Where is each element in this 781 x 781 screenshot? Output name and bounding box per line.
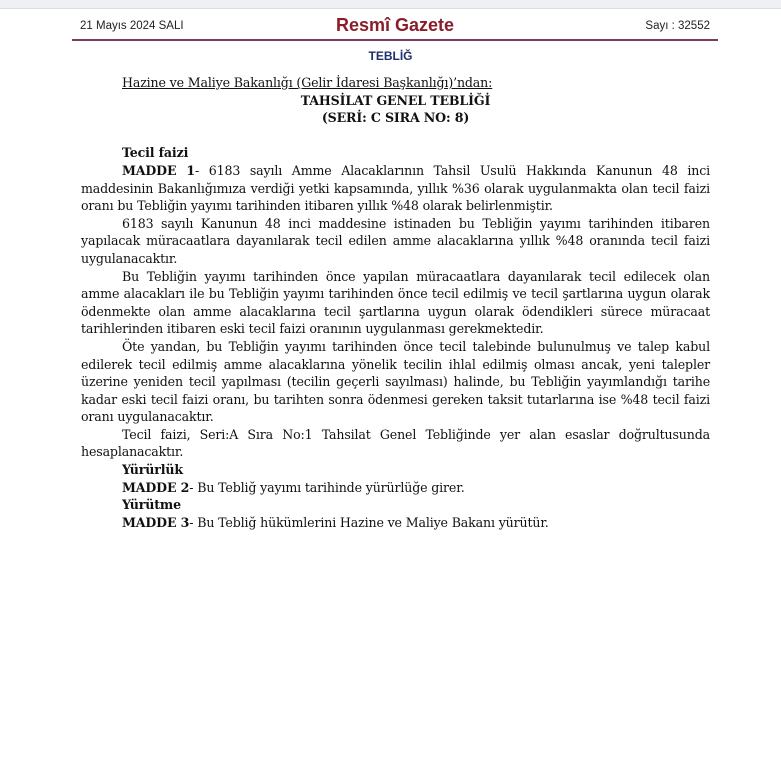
heading-tecil-faizi: Tecil faizi [122,145,189,161]
document-body [81,74,710,531]
spacer [81,127,710,145]
article-3-text: - Bu Tebliğ hükümlerini Hazine ve Maliye Bakanı yürütür. [189,514,549,530]
article-1-label: MADDE 1 [122,162,196,178]
issue-date: 21 Mayıs 2024 SALI [80,20,184,32]
heading-yurutme: Yürütme [122,497,181,513]
paragraph-4: Öte yandan, bu Tebliğin yayımı tarihinden önce tecil talebinde bulunulmuş ve talep kabul edilerek tecil edilmiş amme alacaklarına yönelik tecilin ihlal edilmiş olması ancak, yeni talepler üzerine yeniden tecil yapılması (tecilin geçerli sayılması) halinde, bu Tebliğin yayımlandığı tarihe kadar eski tecil faizi oranı, bu tarihten sonra ödenmesi gereken taksit tutarlarına ise %48 tecil faizi oranı uygulanacaktır. [81,338,710,425]
paragraph-3: Bu Tebliğin yayımı tarihinden önce yapılan müracaatlara dayanılarak tecil edilecek olan amme alacakları ile bu Tebliğin yayımı tarihinden önce tecil edilmiş ve tecil şartlarına uygun olarak ödenmekte olan amme alacaklarına tecil şartlarına uygun olarak ödendikleri sürece müracaat tarihlerinden itibaren eski tecil faizi oranının uygulanması gerekmektedir. [81,268,710,337]
document-series: (SERİ: C SIRA NO: 8) [321,110,470,126]
article-2-label: MADDE 2 [122,479,190,495]
section-label: TEBLİĞ [368,49,413,63]
top-toolbar-band [0,0,781,9]
document-title: TAHSİLAT GENEL TEBLİĞİ [300,92,491,108]
gazette-header [72,14,718,41]
issue-number: Sayı : 32552 [645,20,710,32]
article-1 [81,162,710,215]
article-2 [122,479,710,497]
article-3 [122,514,710,532]
article-2-text: - Bu Tebliğ yayımı tarihinde yürürlüğe girer. [189,479,465,495]
gazette-title: Resmî Gazete [335,15,455,35]
article-3-label: MADDE 3 [122,514,190,530]
heading-yururluk: Yürürlük [122,462,183,478]
paragraph-2: 6183 sayılı Kanunun 48 inci maddesine istinaden bu Tebliğin yayımı tarihinden itibaren yapılacak müracaatlara dayanılarak tecil edilen amme alacaklarına yıllık %48 oranında tecil faizi uygulanacaktır. [81,215,710,266]
article-1-text: - 6183 sayılı Amme Alacaklarının Tahsil Usulü Hakkında Kanunun 48 inci maddesinin Bakanlığımıza verdiği yetki kapsamında, yıllık %36 olarak uygulanmakta olan tecil faizi oranı bu Tebliğin yayımı tarihinden itibaren yıllık %48 olarak belirlenmiştir. [81,162,710,214]
issuer-line: Hazine ve Maliye Bakanlığı (Gelir İdaresi Başkanlığı)’ndan: [122,75,493,90]
paragraph-5: Tecil faizi, Seri:A Sıra No:1 Tahsilat Genel Tebliğinde yer alan esaslar doğrultusunda hesaplanacaktır. [81,426,710,460]
